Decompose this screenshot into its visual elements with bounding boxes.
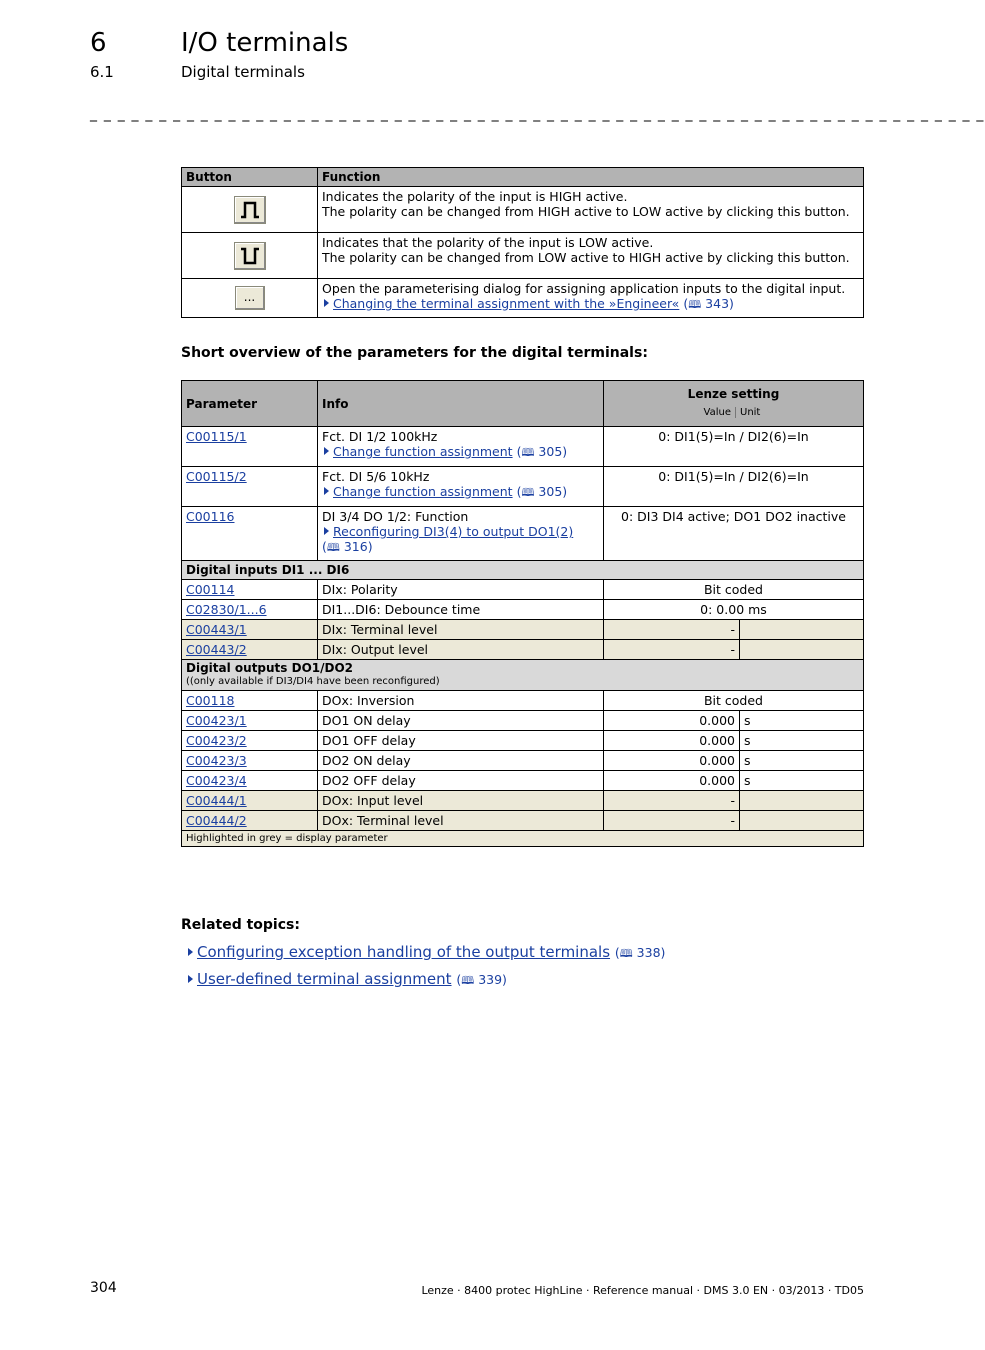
link-arrow-icon [188, 975, 193, 983]
param-info: DI1...DI6: Debounce time [318, 600, 604, 620]
page-ref[interactable]: 305 [538, 484, 563, 499]
param-value: - [604, 791, 740, 811]
table-footnote: Highlighted in grey = display parameter [182, 831, 864, 847]
table-row [182, 811, 864, 831]
param-link[interactable]: C00443/1 [186, 622, 247, 637]
param-info: Fct. DI 5/6 10kHz [322, 469, 430, 484]
page-ref[interactable]: 316 [343, 539, 368, 554]
param-table-header [182, 381, 864, 427]
param-info: DOx: Input level [318, 791, 604, 811]
col-value: Value [604, 407, 736, 418]
function-text: Open the parameterising dialog for assigning application inputs to the digital input. [322, 281, 846, 296]
param-link[interactable]: C00443/2 [186, 642, 247, 657]
param-link[interactable]: C00444/1 [186, 793, 247, 808]
param-link[interactable]: C00118 [186, 693, 235, 708]
group-inputs: Digital inputs DI1 ... DI6 [182, 561, 864, 580]
book-icon: 🕮 [326, 541, 340, 554]
table-row: C00115/2 Fct. DI 5/6 10kHz Change function assignment (🕮 305) 0: DI1(5)=In / DI2(6)=In [182, 467, 864, 507]
col-function: Function [318, 168, 864, 187]
book-icon: 🕮 [688, 298, 702, 311]
param-info: DO2 ON delay [318, 751, 604, 771]
link-arrow-icon [324, 447, 329, 455]
param-value: 0: DI1(5)=In / DI2(6)=In [604, 427, 864, 467]
book-icon: 🕮 [461, 974, 475, 987]
parameter-table [181, 380, 864, 847]
page-ref[interactable]: 305 [538, 444, 563, 459]
table-row [182, 771, 864, 791]
link-arrow-icon [324, 299, 329, 307]
footnote-row [182, 831, 864, 847]
table-row [182, 691, 864, 711]
param-info: DO2 OFF delay [318, 771, 604, 791]
related-link[interactable]: User-defined terminal assignment [197, 970, 452, 988]
info-link[interactable]: Change function assignment [333, 484, 513, 499]
col-unit: Unit [740, 407, 761, 418]
param-value: - [604, 640, 740, 660]
param-unit [740, 620, 864, 640]
param-unit: s [740, 751, 864, 771]
button-table [181, 167, 864, 318]
polarity-high-icon[interactable] [234, 196, 266, 224]
param-link[interactable]: C00116 [186, 509, 235, 524]
table-row [182, 711, 864, 731]
col-lenze-setting: Lenze setting [687, 387, 780, 401]
ellipsis-button[interactable]: ... [235, 286, 265, 310]
book-icon: 🕮 [619, 947, 633, 960]
page-number: 304 [90, 1280, 117, 1296]
section-title: Digital terminals [181, 63, 305, 81]
group-row [182, 561, 864, 580]
param-value: 0: 0.00 ms [604, 600, 864, 620]
param-unit: s [740, 711, 864, 731]
page-ref[interactable]: 338 [636, 945, 661, 960]
param-unit [740, 791, 864, 811]
related-topics-heading: Related topics: [181, 917, 300, 933]
page-ref[interactable]: 339 [478, 972, 503, 987]
param-value: 0.000 [604, 731, 740, 751]
link-arrow-icon [324, 487, 329, 495]
related-item: User-defined terminal assignment (🕮 339) [186, 970, 507, 991]
group-outputs-note: ((only available if DI3/DI4 have been reconfigured) [186, 676, 440, 687]
param-value: Bit coded [604, 691, 864, 711]
function-text: Indicates that the polarity of the input is LOW active. [322, 235, 654, 250]
col-parameter: Parameter [182, 381, 318, 427]
link-arrow-icon [324, 527, 329, 535]
param-info: DIx: Terminal level [318, 620, 604, 640]
param-link[interactable]: C00444/2 [186, 813, 247, 828]
param-value: - [604, 620, 740, 640]
book-icon: 🕮 [521, 446, 535, 459]
param-value: 0.000 [604, 711, 740, 731]
param-link[interactable]: C00114 [186, 582, 235, 597]
param-value: 0: DI1(5)=In / DI2(6)=In [604, 467, 864, 507]
param-info: Fct. DI 1/2 100kHz [322, 429, 438, 444]
param-link[interactable]: C00423/4 [186, 773, 247, 788]
col-info: Info [318, 381, 604, 427]
footer-text: Lenze · 8400 protec HighLine · Reference manual · DMS 3.0 EN · 03/2013 · TD05 [421, 1284, 864, 1297]
table-row [182, 751, 864, 771]
param-info: DIx: Polarity [318, 580, 604, 600]
param-info: DO1 ON delay [318, 711, 604, 731]
group-row [182, 660, 864, 691]
param-value: Bit coded [604, 580, 864, 600]
param-link[interactable]: C00115/1 [186, 429, 247, 444]
table-row [182, 187, 864, 233]
table-row: C00115/1 Fct. DI 1/2 100kHz Change function assignment (🕮 305) 0: DI1(5)=In / DI2(6)=In [182, 427, 864, 467]
function-text: The polarity can be changed from HIGH active to LOW active by clicking this button. [322, 204, 850, 219]
page-ref[interactable]: 343 [705, 296, 730, 311]
button-table-header [182, 168, 864, 187]
info-link[interactable]: Change function assignment [333, 444, 513, 459]
param-link[interactable]: C02830/1...6 [186, 602, 267, 617]
param-link[interactable]: C00115/2 [186, 469, 247, 484]
header-divider: _ _ _ _ _ _ _ _ _ _ _ _ _ _ _ _ _ _ _ _ _ _ _ _ _ _ _ _ _ _ _ _ _ _ _ _ _ _ _ _ _ _ _ _ _ _ _ _ _ _ _ _ _ _ _ _ _ _ _ _ _ _ _ _ _ [90, 106, 985, 122]
table-row: ... Open the parameterising dialog for assigning application inputs to the digital input. Changing the terminal assignment with the »Engineer« (🕮 343) [182, 279, 864, 318]
param-info: DIx: Output level [318, 640, 604, 660]
table-row [182, 731, 864, 751]
link-arrow-icon [188, 948, 193, 956]
param-value: 0.000 [604, 771, 740, 791]
param-value: 0.000 [604, 751, 740, 771]
param-info: DOx: Terminal level [318, 811, 604, 831]
info-link[interactable]: Reconfiguring DI3(4) to output DO1(2) [333, 524, 574, 539]
book-icon: 🕮 [521, 486, 535, 499]
short-overview-heading: Short overview of the parameters for the digital terminals: [181, 345, 648, 361]
table-row [182, 620, 864, 640]
table-row [182, 233, 864, 279]
param-info: DO1 OFF delay [318, 731, 604, 751]
param-unit [740, 811, 864, 831]
table-row [182, 600, 864, 620]
engineer-assignment-link[interactable]: Changing the terminal assignment with the »Engineer« [333, 296, 680, 311]
param-link[interactable]: C00423/1 [186, 713, 247, 728]
param-value: 0: DI3 DI4 active; DO1 DO2 inactive [604, 507, 864, 561]
chapter-number: 6 [90, 28, 107, 58]
col-button: Button [182, 168, 318, 187]
param-link[interactable]: C00423/3 [186, 753, 247, 768]
group-outputs: Digital outputs DO1/DO2 [186, 661, 354, 675]
param-unit: s [740, 731, 864, 751]
param-unit [740, 640, 864, 660]
table-row [182, 791, 864, 811]
table-row: C00116 DI 3/4 DO 1/2: Function Reconfiguring DI3(4) to output DO1(2) (🕮 316) 0: DI3 DI4 active; DO1 DO2 inactive [182, 507, 864, 561]
polarity-low-icon[interactable] [234, 242, 266, 270]
function-text: The polarity can be changed from LOW active to HIGH active by clicking this button. [322, 250, 850, 265]
param-info: DI 3/4 DO 1/2: Function [322, 509, 469, 524]
table-row [182, 640, 864, 660]
related-link[interactable]: Configuring exception handling of the output terminals [197, 943, 611, 961]
param-unit: s [740, 771, 864, 791]
section-number: 6.1 [90, 63, 114, 81]
param-link[interactable]: C00423/2 [186, 733, 247, 748]
table-row [182, 580, 864, 600]
param-value: - [604, 811, 740, 831]
chapter-title: I/O terminals [181, 28, 349, 58]
function-text: Indicates the polarity of the input is HIGH active. [322, 189, 628, 204]
related-item: Configuring exception handling of the output terminals (🕮 338) [186, 943, 665, 964]
param-info: DOx: Inversion [318, 691, 604, 711]
